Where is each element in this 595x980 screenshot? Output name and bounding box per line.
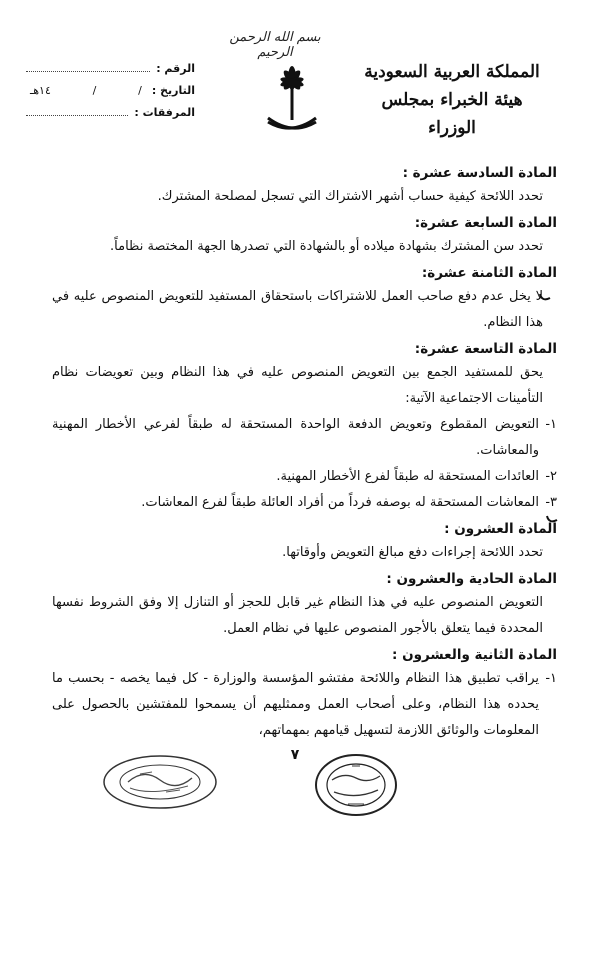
article-16 bbox=[52, 162, 557, 210]
article-title: المادة السادسة عشرة : bbox=[402, 165, 557, 181]
article-text: تحدد اللائحة إجراءات دفع مبالغ التعويض وأوقاتها. bbox=[282, 545, 543, 560]
article-20 bbox=[52, 518, 557, 566]
official-stamp-icon bbox=[100, 752, 220, 812]
article-text: لا يخل عدم دفع صاحب العمل للاشتراكات باستحقاق المستفيد للتعويض المنصوص عليه في هذا النظام. bbox=[52, 289, 543, 330]
list-text: العائدات المستحقة له طبقاً لفرع الأخطار المهنية. bbox=[276, 469, 539, 484]
attachments-label: المرفقات : bbox=[134, 106, 195, 119]
attachments-line bbox=[26, 103, 128, 116]
article-22 bbox=[52, 644, 557, 744]
list-number: ٢- bbox=[545, 469, 557, 484]
authority-seal-icon bbox=[312, 752, 400, 818]
date-fields bbox=[20, 80, 152, 102]
document-meta bbox=[20, 58, 195, 124]
article-title: المادة الحادية والعشرون : bbox=[386, 571, 557, 587]
authority-name: هيئة الخبراء بمجلس الوزراء bbox=[381, 90, 523, 138]
saudi-emblem-icon bbox=[262, 58, 322, 138]
article-text: تحدد اللائحة كيفية حساب أشهر الاشتراك التي تسجل لمصلحة المشترك. bbox=[157, 189, 543, 204]
list-number: ١- bbox=[545, 671, 557, 686]
article-title: المادة التاسعة عشرة: bbox=[414, 341, 557, 357]
number-line bbox=[26, 59, 150, 72]
list-item bbox=[52, 490, 557, 516]
article-title: المادة الثانية والعشرون : bbox=[391, 647, 557, 663]
page-number: ٧ bbox=[290, 747, 300, 763]
list-text: التعويض المقطوع وتعويض الدفعة الواحدة المستحقة له طبقاً لفرعي الأخطار المهنية والمعاشات. bbox=[52, 417, 539, 458]
article-19 bbox=[52, 338, 557, 516]
list-item bbox=[52, 464, 557, 490]
kingdom-name: المملكة العربية السعودية bbox=[364, 62, 540, 82]
document-body bbox=[52, 160, 557, 744]
letterhead bbox=[357, 58, 547, 142]
article-text: التعويض المنصوص عليه في هذا النظام غير قابل للحجز أو التنازل إلا وفق الشروط نفسها المحددة فيما يتعلق بالأجور المنصوص عليها في نظام العمل. bbox=[52, 595, 543, 636]
article-text: يحق للمستفيد الجمع بين التعويض المنصوص عليه في هذا النظام وبين تعويضات نظام التأمينات الاجتماعية الآتية: bbox=[52, 365, 543, 406]
list-text: يراقب تطبيق هذا النظام واللائحة مفتشو المؤسسة والوزارة - كل فيما يخصه - بحسب ما يحدده هذا النظام، وعلى أصحاب العمل وممثليهم أن يسمحوا للمفتشين بالحصول على المعلومات والوثائق اللازمة لتسهيل قيامهم بمهماتهم، bbox=[52, 671, 539, 738]
list-item bbox=[52, 666, 557, 744]
basmala: بسم الله الرحمن الرحيم bbox=[229, 30, 321, 60]
article-title: المادة العشرون : bbox=[444, 521, 557, 537]
article-text: تحدد سن المشترك بشهادة ميلاده أو بالشهادة التي تصدرها الجهة المختصة نظاماً. bbox=[110, 239, 543, 254]
date-separator-2: / bbox=[92, 84, 97, 97]
article-title: المادة الثامنة عشرة: bbox=[421, 265, 557, 281]
article-title: المادة السابعة عشرة: bbox=[414, 215, 557, 231]
date-label: التاريخ : bbox=[151, 84, 195, 97]
margin-mark-icon bbox=[545, 512, 559, 526]
list-number: ١- bbox=[545, 417, 557, 432]
attachments-row bbox=[20, 102, 195, 124]
list-text: المعاشات المستحقة له بوصفه فرداً من أفراد العائلة طبقاً لفرع المعاشات. bbox=[141, 495, 539, 510]
number-row bbox=[20, 58, 195, 80]
date-suffix: ١٤هـ bbox=[30, 84, 51, 97]
date-row bbox=[20, 80, 195, 102]
number-label: الرقم : bbox=[156, 62, 195, 75]
article-21 bbox=[52, 568, 557, 642]
margin-mark-icon bbox=[538, 290, 552, 304]
list-number: ٣- bbox=[545, 495, 557, 510]
article-17 bbox=[52, 212, 557, 260]
date-separator-1: / bbox=[138, 84, 142, 97]
article-18 bbox=[52, 262, 557, 336]
list-item bbox=[52, 412, 557, 464]
